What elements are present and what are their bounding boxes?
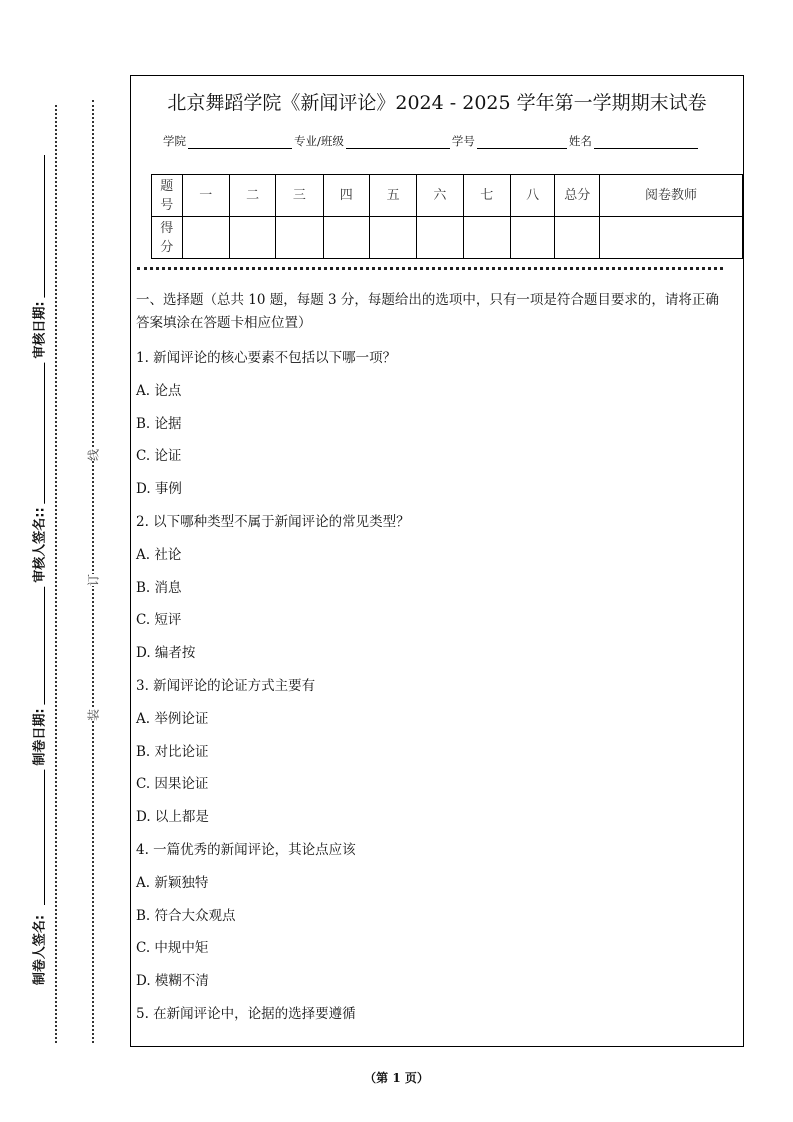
dotted-cut-line xyxy=(92,100,94,1043)
field-label-name: 姓名 xyxy=(568,134,592,148)
question-stem: 3. 新闻评论的论证方式主要有 xyxy=(136,678,316,694)
column-6: 六 xyxy=(417,175,463,217)
column-8: 八 xyxy=(510,175,555,217)
answer-option[interactable]: A. 新颖独特 xyxy=(136,874,209,891)
score-cell[interactable] xyxy=(323,217,369,259)
student-id-blank[interactable] xyxy=(477,136,567,149)
score-cell[interactable] xyxy=(463,217,510,259)
score-table-score-row xyxy=(152,217,743,259)
answer-option[interactable]: C. 中规中矩 xyxy=(136,940,209,957)
student-info-row xyxy=(163,133,700,149)
column-4: 四 xyxy=(323,175,369,217)
score-cell[interactable] xyxy=(182,217,229,259)
major-class-blank[interactable] xyxy=(346,136,450,149)
question-stem: 5. 在新闻评论中，论据的选择要遵循 xyxy=(136,1006,356,1022)
cut-mark-zhuang: 装 xyxy=(83,709,104,721)
exam-maker-signature-label: 制卷人签名: xyxy=(29,911,48,989)
answer-option[interactable]: B. 符合大众观点 xyxy=(136,907,236,924)
page-number: （第 1 页） xyxy=(364,1071,429,1085)
question-stem: 1. 新闻评论的核心要素不包括以下哪一项？ xyxy=(136,350,397,366)
answer-option[interactable]: D. 模糊不清 xyxy=(136,973,209,990)
column-3: 三 xyxy=(276,175,323,217)
cut-mark-ding: 订 xyxy=(83,574,104,586)
name-blank[interactable] xyxy=(594,136,698,149)
field-label-major-class: 专业/班级 xyxy=(294,134,344,148)
dotted-line-outer xyxy=(55,105,57,1043)
score-cell[interactable] xyxy=(555,217,600,259)
answer-option[interactable]: C. 短评 xyxy=(136,612,182,629)
score-cell[interactable] xyxy=(417,217,463,259)
exam-date-label: 制卷日期: xyxy=(29,704,48,769)
question-stem: 2. 以下哪种类型不属于新闻评论的常见类型？ xyxy=(136,514,410,530)
answer-option[interactable]: B. 消息 xyxy=(136,579,182,596)
column-reviewer: 阅卷教师 xyxy=(600,175,743,217)
answer-option[interactable]: A. 社论 xyxy=(136,546,182,563)
answer-option[interactable]: A. 举例论证 xyxy=(136,710,209,727)
section-intro: 一、选择题（总共 10 题，每题 3 分，每题给出的选项中，只有一项是符合题目要求的，请将正确答案填涂在答题卡相应位置） xyxy=(136,292,719,331)
cut-mark-xian: 线 xyxy=(83,449,104,461)
column-2: 二 xyxy=(229,175,275,217)
review-date-label: 审核日期: xyxy=(29,297,48,362)
score-cell[interactable] xyxy=(229,217,275,259)
answer-option[interactable]: B. 对比论证 xyxy=(136,743,209,760)
score-cell[interactable] xyxy=(600,217,743,259)
score-cell[interactable] xyxy=(510,217,555,259)
column-1: 一 xyxy=(182,175,229,217)
score-label: 得分 xyxy=(152,217,183,259)
exam-title: 北京舞蹈学院《新闻评论》2024 - 2025 学年第一学期期末试卷 xyxy=(167,92,707,114)
answer-option[interactable]: D. 以上都是 xyxy=(136,809,209,826)
score-table-header-row xyxy=(152,175,743,217)
question-number-label: 题号 xyxy=(152,175,183,217)
answer-option[interactable]: B. 论据 xyxy=(136,415,182,432)
field-label-student-id: 学号 xyxy=(451,134,475,148)
dotted-separator xyxy=(137,267,723,270)
answer-option[interactable]: D. 事例 xyxy=(136,481,182,498)
reviewer-signature-label: 审核人签名:: xyxy=(29,503,48,586)
field-label-college: 学院 xyxy=(163,134,186,148)
answer-option[interactable]: C. 论证 xyxy=(136,448,182,465)
score-cell[interactable] xyxy=(276,217,323,259)
column-5: 五 xyxy=(369,175,416,217)
answer-option[interactable]: A. 论点 xyxy=(136,382,182,399)
column-total: 总分 xyxy=(555,175,600,217)
exam-page-frame xyxy=(130,75,744,1047)
score-table xyxy=(151,174,743,259)
question-stem: 4. 一篇优秀的新闻评论，其论点应该 xyxy=(136,842,356,858)
answer-option[interactable]: D. 编者按 xyxy=(136,645,196,662)
column-7: 七 xyxy=(463,175,510,217)
answer-option[interactable]: C. 因果论证 xyxy=(136,776,209,793)
score-cell[interactable] xyxy=(369,217,416,259)
college-blank[interactable] xyxy=(188,136,292,149)
